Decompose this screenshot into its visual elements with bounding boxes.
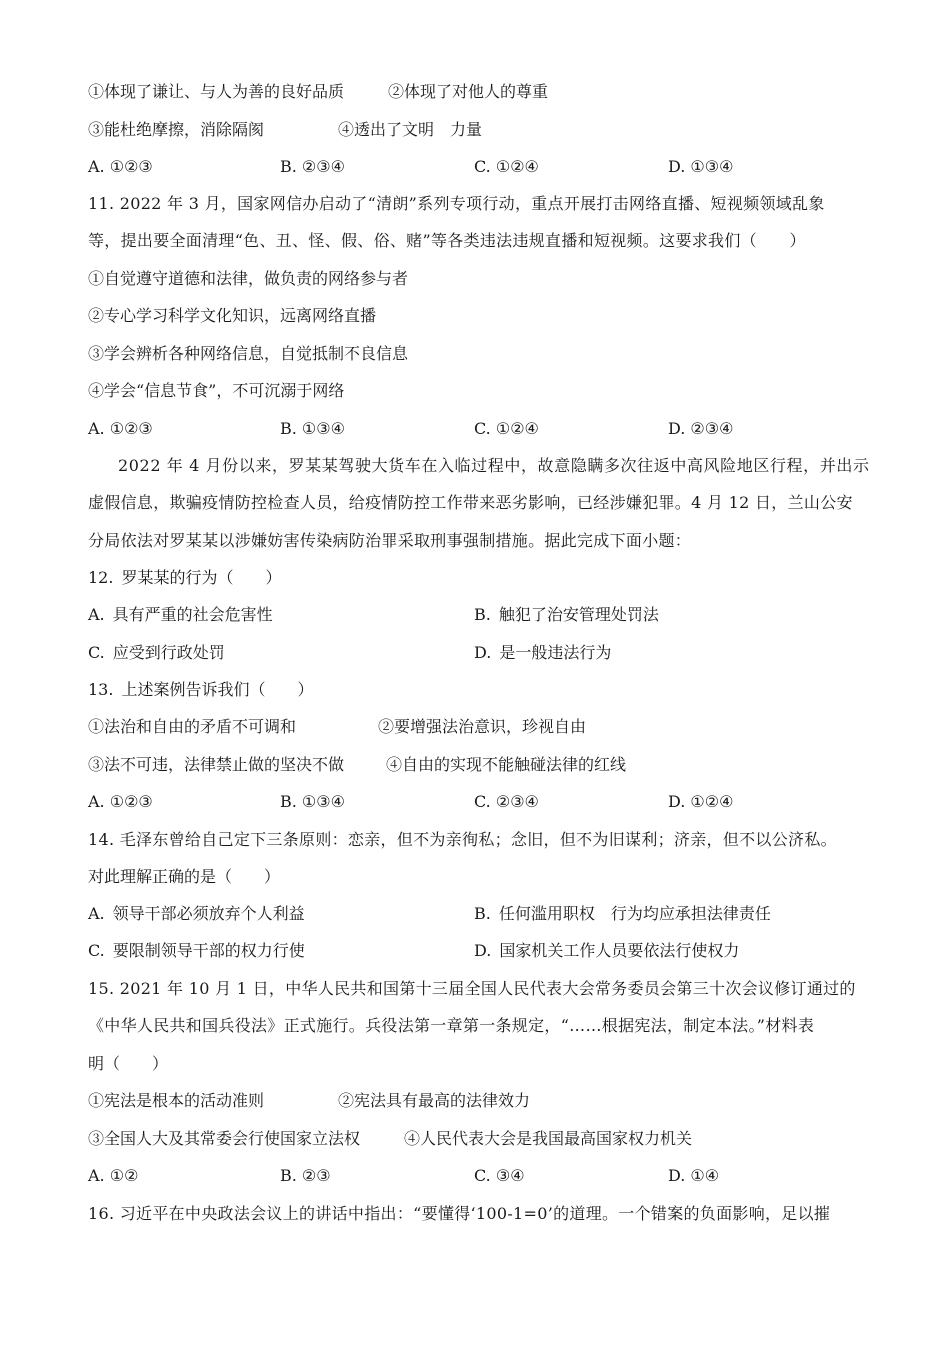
- q10-choice-a: A. ①②③: [88, 157, 153, 176]
- q14-choices-row-1: [88, 903, 868, 925]
- q15-choice-d: D. ①④: [668, 1166, 720, 1185]
- q10-options-row-1: [88, 81, 868, 103]
- q11-option-4: ④学会“信息节食”，不可沉溺于网络: [88, 381, 345, 400]
- q10-choices: [88, 156, 868, 178]
- q12-choices-row-1: [88, 604, 868, 626]
- q10-choice-d: D. ①③④: [668, 157, 734, 176]
- q12-choice-b: B. 触犯了治安管理处罚法: [474, 605, 659, 624]
- q15-options-row-1: [88, 1090, 868, 1112]
- q15-option-1: ①宪法是根本的活动准则: [88, 1091, 265, 1110]
- q11-choice-c: C. ①②④: [474, 419, 539, 438]
- q13-choice-d: D. ①②④: [668, 792, 734, 811]
- q15-option-4: ④人民代表大会是我国最高国家权力机关: [404, 1129, 693, 1148]
- q11-stem-line-2: 等，提出要全面清理“色、丑、怪、假、俗、赌”等各类违法违规直播和短视频。这要求我们（ ）: [88, 231, 806, 250]
- q11-option-1: ①自觉遵守道德和法律，做负责的网络参与者: [88, 269, 409, 288]
- q11-choices: [88, 418, 868, 440]
- q10-option-4: ④透出了文明 力量: [338, 120, 483, 139]
- q13-choices: [88, 791, 868, 813]
- q13-option-3: ③法不可违，法律禁止做的坚决不做: [88, 755, 345, 774]
- q11-choice-d: D. ②③④: [668, 419, 734, 438]
- q15-choices: [88, 1165, 868, 1187]
- q13-option-2: ②要增强法治意识，珍视自由: [378, 717, 587, 736]
- q15-stem-line-2: 《中华人民共和国兵役法》正式施行。兵役法第一章第一条规定，“……根据宪法，制定本法。”材料表: [88, 1016, 815, 1035]
- q10-choice-c: C. ①②④: [474, 157, 539, 176]
- q11-option-3: ③学会辨析各种网络信息，自觉抵制不良信息: [88, 344, 409, 363]
- q15-option-2: ②宪法具有最高的法律效力: [338, 1091, 531, 1110]
- q12-choice-d: D. 是一般违法行为: [474, 643, 612, 662]
- q14-choices-row-2: [88, 940, 868, 962]
- q13-choice-c: C. ②③④: [474, 792, 539, 811]
- q10-option-2: ②体现了对他人的尊重: [388, 82, 549, 101]
- q15-options-row-2: [88, 1128, 868, 1150]
- q10-option-3: ③能杜绝摩擦，消除隔阂: [88, 120, 265, 139]
- q13-option-1: ①法治和自由的矛盾不可调和: [88, 717, 297, 736]
- material-line-1: 2022 年 4 月份以来，罗某某驾驶大货车在入临过程中，故意隐瞒多次往返中高风险地区行程，并出示: [118, 456, 870, 475]
- q16-stem-line-1: 16. 习近平在中央政法会议上的讲话中指出：“要懂得‘100-1=0’的道理。一个错案的负面影响，足以摧: [88, 1204, 831, 1223]
- q10-option-1: ①体现了谦让、与人为善的良好品质: [88, 82, 345, 101]
- q15-choice-a: A. ①②: [88, 1166, 139, 1185]
- q14-choice-c: C. 要限制领导干部的权力行使: [88, 941, 305, 960]
- q10-options-row-2: [88, 119, 868, 141]
- q13-option-4: ④自由的实现不能触碰法律的红线: [386, 755, 627, 774]
- q13-options-row-2: [88, 754, 868, 776]
- q15-choice-b: B. ②③: [280, 1166, 331, 1185]
- q15-stem-line-1: 15. 2021 年 10 月 1 日，中华人民共和国第十三届全国人民代表大会常务委员会第三十次会议修订通过的: [88, 979, 856, 998]
- material-line-3: 分局依法对罗某某以涉嫌妨害传染病防治罪采取刑事强制措施。据此完成下面小题：: [88, 531, 692, 550]
- q14-choice-a: A. 领导干部必须放弃个人利益: [88, 904, 305, 923]
- q12-choice-a: A. 具有严重的社会危害性: [88, 605, 273, 624]
- q10-choice-b: B. ②③④: [280, 157, 345, 176]
- q14-choice-d: D. 国家机关工作人员要依法行使权力: [474, 941, 740, 960]
- q14-choice-b: B. 任何滥用职权 行为均应承担法律责任: [474, 904, 771, 923]
- q12-choice-c: C. 应受到行政处罚: [88, 643, 225, 662]
- q15-option-3: ③全国人大及其常委会行使国家立法权: [88, 1129, 361, 1148]
- q15-stem-line-3: 明（ ）: [88, 1054, 169, 1073]
- q12-stem: 12. 罗某某的行为（ ）: [88, 568, 282, 587]
- q11-choice-b: B. ①③④: [280, 419, 345, 438]
- q12-choices-row-2: [88, 642, 868, 664]
- q13-options-row-1: [88, 716, 868, 738]
- q13-stem: 13. 上述案例告诉我们（ ）: [88, 680, 314, 699]
- material-line-2: 虚假信息，欺骗疫情防控检查人员，给疫情防控工作带来恶劣影响，已经涉嫌犯罪。4 月 12 日，兰山公安: [88, 493, 853, 512]
- q14-stem-line-1: 14. 毛泽东曾给自己定下三条原则：恋亲，但不为亲徇私；念旧，但不为旧谋利；济亲，但不以公济私。: [88, 830, 837, 849]
- q11-choice-a: A. ①②③: [88, 419, 153, 438]
- q13-choice-a: A. ①②③: [88, 792, 153, 811]
- q15-choice-c: C. ③④: [474, 1166, 525, 1185]
- q13-choice-b: B. ①③④: [280, 792, 345, 811]
- q14-stem-line-2: 对此理解正确的是（ ）: [88, 867, 281, 886]
- q11-stem-line-1: 11. 2022 年 3 月，国家网信办启动了“清朗”系列专项行动，重点开展打击网络直播、短视频领域乱象: [88, 194, 825, 213]
- q11-option-2: ②专心学习科学文化知识，远离网络直播: [88, 306, 377, 325]
